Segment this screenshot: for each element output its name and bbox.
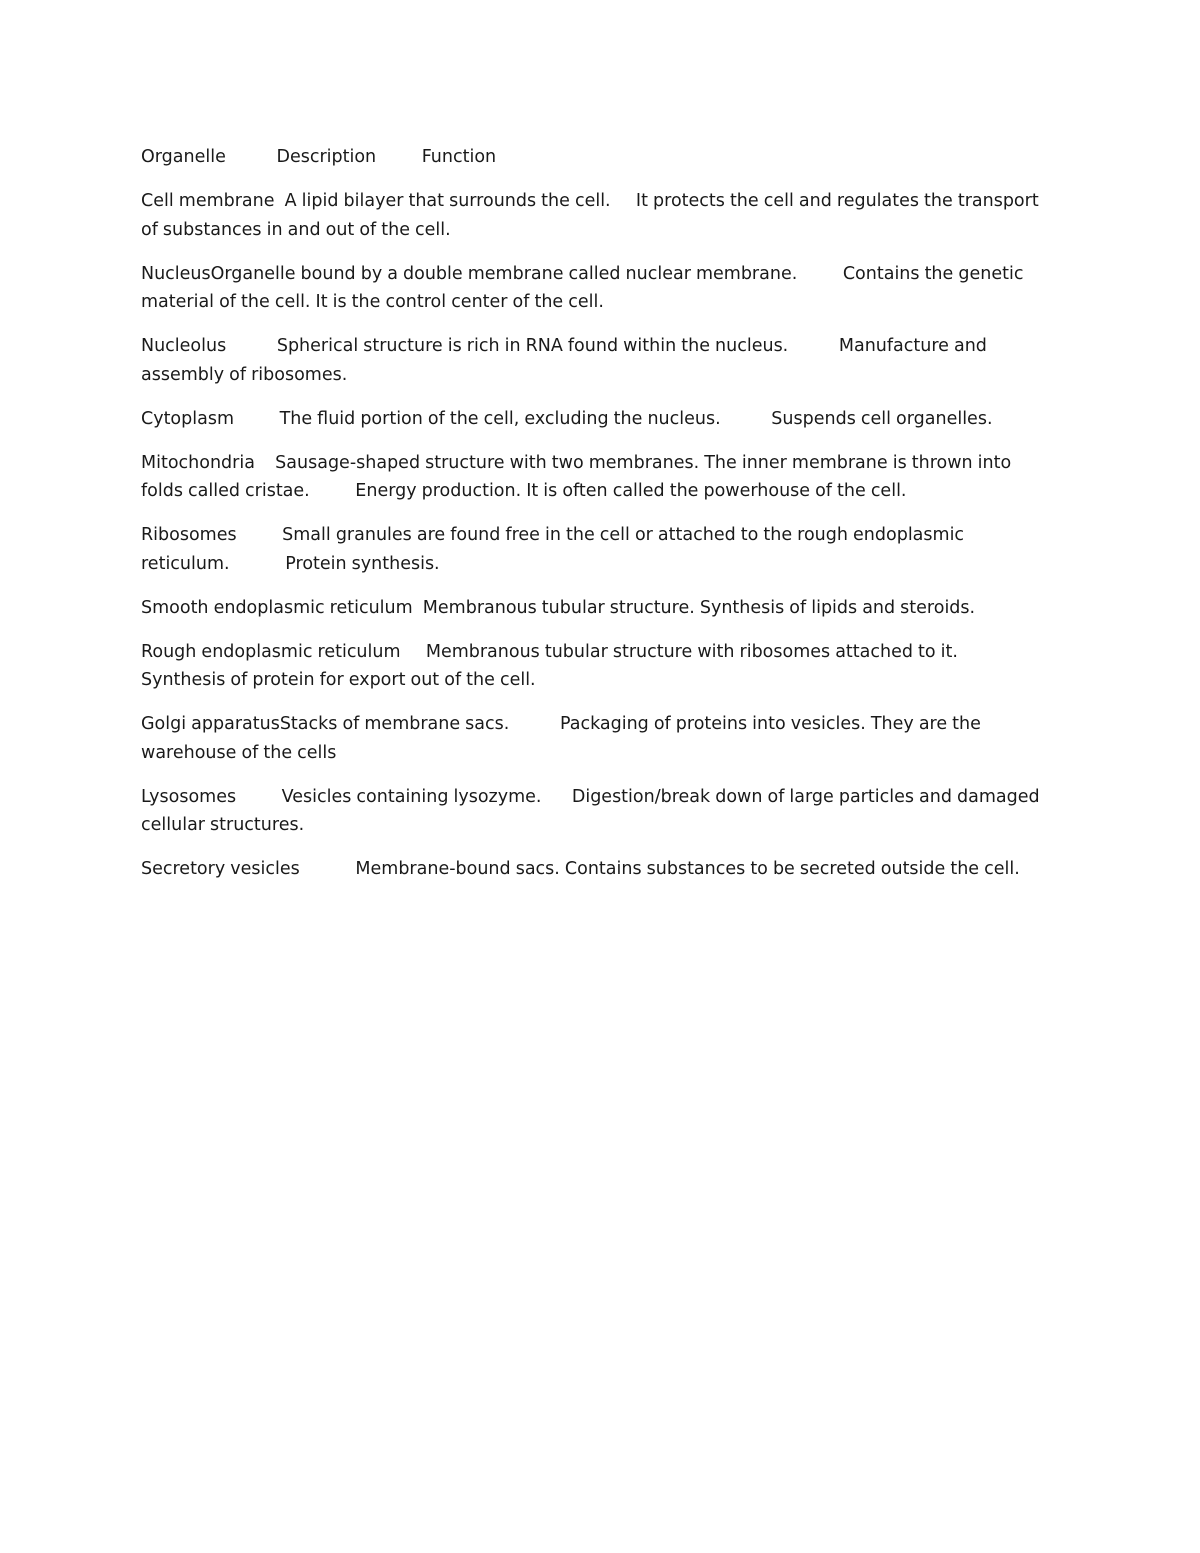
entry-smooth-er: Smooth endoplasmic reticulum Membranous tubular structure. Synthesis of lipids and steroids. [141,597,976,618]
entry-cytoplasm: Cytoplasm The fluid portion of the cell, excluding the nucleus. Suspends cell organelles. [141,408,993,429]
document-body [141,143,1051,899]
entry-lysosomes: Lysosomes Vesicles containing lysozyme. Digestion/break down of large particles and damaged cellular structures. [141,786,1045,835]
entry-golgi-apparatus: Golgi apparatusStacks of membrane sacs. Packaging of proteins into vesicles. They are the warehouse of the cells [141,714,986,763]
entry-nucleolus: Nucleolus Spherical structure is rich in RNA found within the nucleus. Manufacture and assembly of ribosomes. [141,336,992,385]
entry-rough-er: Rough endoplasmic reticulum Membranous tubular structure with ribosomes attached to it. Synthesis of protein for export out of the cell. [141,641,1009,690]
entry-secretory-vesicles: Secretory vesicles Membrane-bound sacs. Contains substances to be secreted outside the cell. [141,859,1020,879]
entry-nucleus: NucleusOrganelle bound by a double membrane called nuclear membrane. Contains the genetic material of the cell. It is the control center of the cell. [141,263,1029,312]
entry-mitochondria: Mitochondria Sausage-shaped structure with two membranes. The inner membrane is thrown into folds called cristae. Energy production. It is often called the powerhouse of the cell. [141,452,1017,501]
table-header-line: Organelle Description Function [141,147,497,167]
entry-ribosomes: Ribosomes Small granules are found free in the cell or attached to the rough endoplasmic reticulum. Protein synthesis. [141,525,970,574]
entry-cell-membrane: Cell membrane A lipid bilayer that surrounds the cell. It protects the cell and regulates the transport of substances in and out of the cell. [141,191,1044,240]
